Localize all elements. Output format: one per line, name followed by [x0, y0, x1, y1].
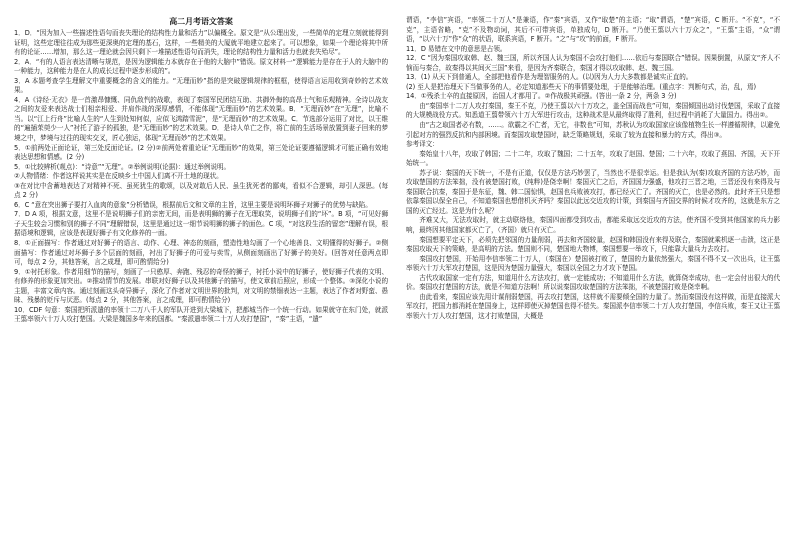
translation-paragraph: 秦始皇十八年，攻取了韩国；二十二年，攻取了魏国；二十五年，攻取了赵国、楚国；二十六年，攻取了燕国、齐国，天下开始统一。: [406, 149, 780, 168]
translation-paragraph: 齐难又大，无法攻取时，就主动联络他，秦国四面都受到攻击，都能采取远交近攻的方法，使齐国不受到其他国家的兵力影响，最终因其他国家都灭亡了，（齐国）就只有灭亡。: [406, 216, 780, 235]
answer-paragraph: 4．A《诗经·无衣》是一首激昂慷慨、同仇敌忾的战歌，表现了秦国军民团结互助、共御外侮的高昂士气和乐观精神。全诗以战友之间的友爱来表达战士们相亲相爱、并肩作战的深厚感情，不能体现“无理而妙”的艺术效果。B．“无理而妙”在“无理”，比喻不当。以“江上行舟”比喻人生的“人生到处知何似，应似飞鸿踏雪泥”，是“无理而妙”的艺术效果。C．节选部分运用了对比，以王维的“遍插茱萸少一人”衬托了游子的孤独，是“无理而妙”的艺术效果。D．是诗人单亡之作，将亡前的生活场景放置到妻子回来的梦境之中，梦境与过往的现实交叉，匠心独运，体现“无理而妙”的艺术效果。: [14, 95, 388, 143]
translation-paragraph: 苏子说：秦国的天下统一，不是有正道，仅仅是方法巧妙罢了，当然也不是很幸运。但是我认为(秦)攻取齐国的方法巧妙，而攻取楚国的方法笨拙，没有被楚国打败，(纯粹)是侥幸啊！秦国灭亡之后，齐国国力强盛，他攻打三晋之地，三晋还没有来得及与秦国联合抗秦，秦国于是东征，魏、韩二国惊惧，赵国也兵败被攻打，都已经灭亡了。齐国的灭亡，也是必然的。此时齐王只是想依靠秦国以保全自己，不知道秦国也想借机灭齐吗？秦国以此远交近攻的计策，到秦国与齐国交界的时候才攻齐的，这就是东方之国的灭亡经过。这是为什么呢？: [406, 168, 780, 215]
answer-paragraph: 由“古之取国者必有数，……。欲霸之不亡者，无它，非数也”可知，苏秋认为攻取国家应该像植物生长一样遵循规律，以避免引起对方的强烈反抗和内部困境。而秦国攻取楚国时，缺乏策略规划，采取了较为直接和暴力的方式，得出③。: [406, 121, 780, 139]
translation-paragraph: 古代攻取国家一定有方法，知道用什么方法攻打，就一定能成功；不知道用什么方法，就算侥幸成功，也一定会付出很大的代价。秦国攻打楚国的方法，就是不知道方法啊！所以说秦国攻取楚国的方法笨拙，不被楚国打败是侥幸啊。: [406, 273, 780, 292]
answer-paragraph: ②人物情绪：作者这样说其实是在反映乡土中国人们离不开土地的现状。: [14, 172, 223, 181]
answer-paragraph: 10．CDF 句意：秦国把所派遣的率领十二万八千人的军队开进到大梁城下，把都城当作一个统一行动。如果就守在东门处，就派王翦率领六十万人攻打楚国。大梁是魏国多年来的国都。“秦派遣率领二十万人攻打楚国”，“秦”主语，“遣”: [14, 305, 388, 324]
translation-paragraph: 由此看来，秦国应该先用计谋削弱楚国，再去攻打楚国，这样就不需要倾全国的力量了。然而秦国没有这样做，而是直接派大军攻打，把国力都消耗在楚国身上，这样即使灭掉楚国也得不偿失。秦国派李信率领二十万人攻打楚国，李信兵败，秦王又让王翦率领六十万人攻打楚国，这才打败楚国，大概是: [406, 292, 780, 320]
answer-paragraph: 11．D 易错在文中的意思是占领。: [406, 44, 507, 53]
answer-paragraph: (2) 至人是把治理天下当做事务的人，必定知道那些天下的事情要处理，于是能够治理。(重点字：判断句式，治，乱，焉): [406, 82, 757, 91]
answer-paragraph: 2．A．“有的人语言表达清晰与规范，是因为逻辑能力本就存在于他的大脑中”错误。原文材料一“逻辑能力是存在于人的大脑中的一种能力，这种能力是在人的成长过程中逐步形成的”。: [14, 57, 388, 76]
answer-paragraph: 13．(1) 从天下到普通人，全部把他看作是为理智服务的人。(以)因为人力大多数都是诚实正直的。: [406, 73, 693, 82]
left-column: [14, 16, 388, 548]
answer-paragraph: 14．①残杀士卒的直接原因，治国人才都用了。②作战极其顽强。(答出一条 2 分，两条 3 分): [406, 92, 677, 101]
answer-paragraph: 1．D．“因为加入一些描述性语句而丧失理论的结构性力量和活力”以偏概全。原文是“从公理出发，一些简单的定理立刻就能得到证明，这些定理往往成为那些更深奥的定理的基石，这样，一些精美的大厦就平地建立起来了。可以想象，如果一个理论将其中所有的论证……增加，那么这一理论就会因只剩下一堆描述性语句而消失，理论的结构性力量和活力也就丧失殆尽”。: [14, 29, 388, 57]
translation-paragraph: 秦国攻打楚国，开始用李信率领二十万人，（秦国在）楚国被打败了，楚国的力量依然强大，秦国不得不又一次出兵，让王翦率领六十万大军攻打楚国，这是因为楚国力量强大，秦国以全国之力才攻下楚国。: [406, 254, 780, 273]
answer-paragraph: 5．①前两处正面论证，第三处反面论证。(2 分)②前两处着重论证“无理而妙”的效果，第三处论证要遵循逻辑才可能正确有效地表达思想和情感。(2 分): [14, 143, 388, 162]
answer-paragraph: 7．D A 项，根据文意，这里不是说明狮子们的亲密无间，而是表明狮的狮子在无理取笑，说明狮子们的“坏”。B 项，“可见好狮子天生较会习惯和别的狮子不同”理解错误，这里是通过这一细节说明狮的狮子的面色。C 项，“对这段生活的留恋”理解有误，根据语境和逻辑，应该是表现好狮子有文化修养的一面。: [14, 210, 388, 238]
answer-paragraph: 9．①衬托形象。作者用细节的描写，刻画了一只憨厚、奔跑、残忍的奇怪的狮子，衬托小说中的好狮子，使好狮子代表的文明、有修养的形象更加突出。②推动情节的发展。串联对好狮子以及其他狮子的描写，使文章前后照应，形成一个整体。③深化小说的主题，丰富文章内容。通过刻画这头奇异狮子，深化了作者对文明世界的批判，对文明的禁锢表达一主题，表达了作者对野蛮、愚昧、残暴的贬斥与厌恶。(每点 2 分，其他答案，言之成理，即可酌情给分): [14, 267, 388, 305]
answer-sheet-page: [14, 16, 780, 548]
answer-paragraph: 谓语，“李信”宾语，“率领二十万人”是兼语，作“秦”宾语，又作“取楚”的主语；“取”谓语，“楚”宾语，C 断开。“不克”，“不克”，主语省略，“克”不及物动词，其后不可带宾语，单独成句，D 断开。“乃使王翦以六十万众之”，“王翦”主语，“众”谓语，“以六十万”作“众”的状语，联系宾语，F 断开。“之”与“攻”的前面，F 断开。: [406, 16, 780, 44]
answer-paragraph: 12．C “因为秦国攻取韩、赵、魏三国，所以齐国人认为秦国不会攻打他们……依后与秦国联合”错误。因果倒置，从原文“齐人不恼而与秦合，故秦得以其间灭三国”来看，是因为齐秦联合，秦国才得以攻取韩、赵、魏三国。: [406, 54, 780, 72]
answer-paragraph: 3．A 本题考查学生理解文中重要概念的含义的能力。“无理而妙”指的是突破逻辑规律的框框，使得语言运用收到奇妙的艺术效果。: [14, 76, 388, 95]
document-title: 高二月考语文答案: [169, 17, 233, 26]
right-column: [406, 16, 780, 548]
answer-paragraph: 8．①正面描写：作者通过对好狮子的语言、动作、心理、神态的刻画，塑造性地勾画了一个心地善良、文明懂得的好狮子。②侧面描写：作者通过对坏狮子多个层面的刻画，衬出了好狮子的可爱与卖雪，从侧面刻画出了好狮子的美好。(回答对任意两点即可，每点 2 分，其他答案，言之成理，即可酌情给分): [14, 239, 388, 267]
answer-paragraph: 6．C “意在突出狮子要打入血肉的意象”分析错误，根据前后文和文章的主旨，这里主要是说明环狮子对狮子的优势与缺陷。: [14, 200, 372, 209]
answer-paragraph: 5．①比较辨析(观点)：“诗意”“无理”。②举例说明(论据)：通过举例说明。: [14, 162, 231, 171]
translation-heading: 参考译文：: [406, 140, 439, 149]
answer-paragraph: ③在对比中含蓄地表达了对精神不死、虽死犹生的歌颂，以及对敢后人民、虽生犹死者的鄙夷，看似不合逻辑，却引人深思。(每点 2 分): [14, 181, 388, 200]
answer-paragraph: 由“秦国率十二万人攻打秦国，秦王不克，乃使王翦以六十万攻之，盖全国而战也”可知，秦国倾国出动讨伐楚国，采取了直接的大规模战役方式。知悉道王翦带领六十万大军进行攻击，这种战术是从最终取得了胜利，但过程中消耗了大量国力。得出②。: [406, 101, 780, 120]
translation-paragraph: 秦国想要平定天下，必须先把邻国的力量削弱，再去和齐国较量，赵国和韩国没有来得及联合，秦国就乘机逐一击溃，这正是秦国攻取天下的策略，是高明的方法。楚国则不同，楚国地大物博，秦国想要一举攻下，只能靠大量兵力去攻打。: [406, 235, 780, 254]
